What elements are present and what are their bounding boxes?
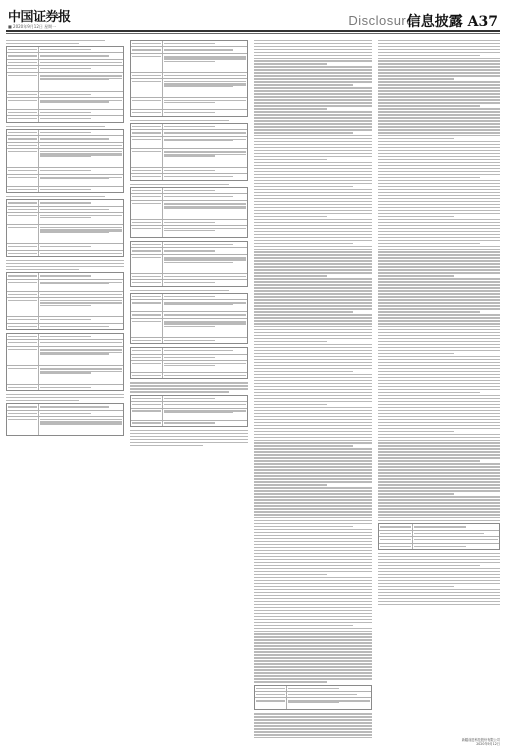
text-block bbox=[6, 260, 124, 270]
text-block bbox=[6, 394, 124, 401]
text-block bbox=[130, 120, 248, 121]
company-name: 新疆前进科技股份有限公司 bbox=[461, 738, 500, 742]
body-text bbox=[378, 40, 500, 522]
body-text bbox=[378, 553, 500, 605]
column-1 bbox=[6, 38, 124, 738]
info-table bbox=[254, 685, 372, 711]
info-table bbox=[130, 40, 248, 117]
signature-block bbox=[462, 738, 500, 746]
body-text bbox=[254, 40, 372, 683]
page-number: A37 bbox=[467, 14, 498, 30]
info-table bbox=[6, 403, 124, 436]
column-4 bbox=[378, 38, 500, 738]
info-table bbox=[6, 333, 124, 391]
body-text bbox=[254, 713, 372, 738]
info-table bbox=[130, 123, 248, 181]
text-block bbox=[130, 430, 248, 446]
newspaper-logo: 中国证券报 bbox=[8, 10, 71, 25]
issue-date: ■ 2020年9月12日 星期一 bbox=[8, 24, 57, 29]
info-table bbox=[6, 199, 124, 257]
section-name: 信息披露 bbox=[406, 14, 463, 30]
column-2 bbox=[130, 38, 248, 738]
info-table bbox=[130, 241, 248, 287]
info-table bbox=[130, 293, 248, 344]
info-table bbox=[378, 523, 500, 550]
header-rule bbox=[6, 30, 500, 32]
text-block bbox=[6, 126, 124, 127]
info-table bbox=[6, 272, 124, 330]
section-title bbox=[407, 11, 498, 31]
info-table bbox=[6, 46, 124, 123]
disclosure-label: Disclosure bbox=[348, 13, 414, 28]
text-block bbox=[130, 184, 248, 185]
info-table bbox=[130, 187, 248, 238]
info-table bbox=[130, 347, 248, 379]
header-rule-thin bbox=[6, 33, 500, 34]
text-block bbox=[130, 290, 248, 291]
column-3 bbox=[254, 38, 372, 738]
text-block bbox=[6, 40, 124, 44]
info-table bbox=[6, 129, 124, 193]
signature-date: 2020年9月12日 bbox=[476, 742, 500, 746]
info-table bbox=[130, 395, 248, 427]
text-block bbox=[130, 382, 248, 392]
text-block bbox=[6, 196, 124, 197]
